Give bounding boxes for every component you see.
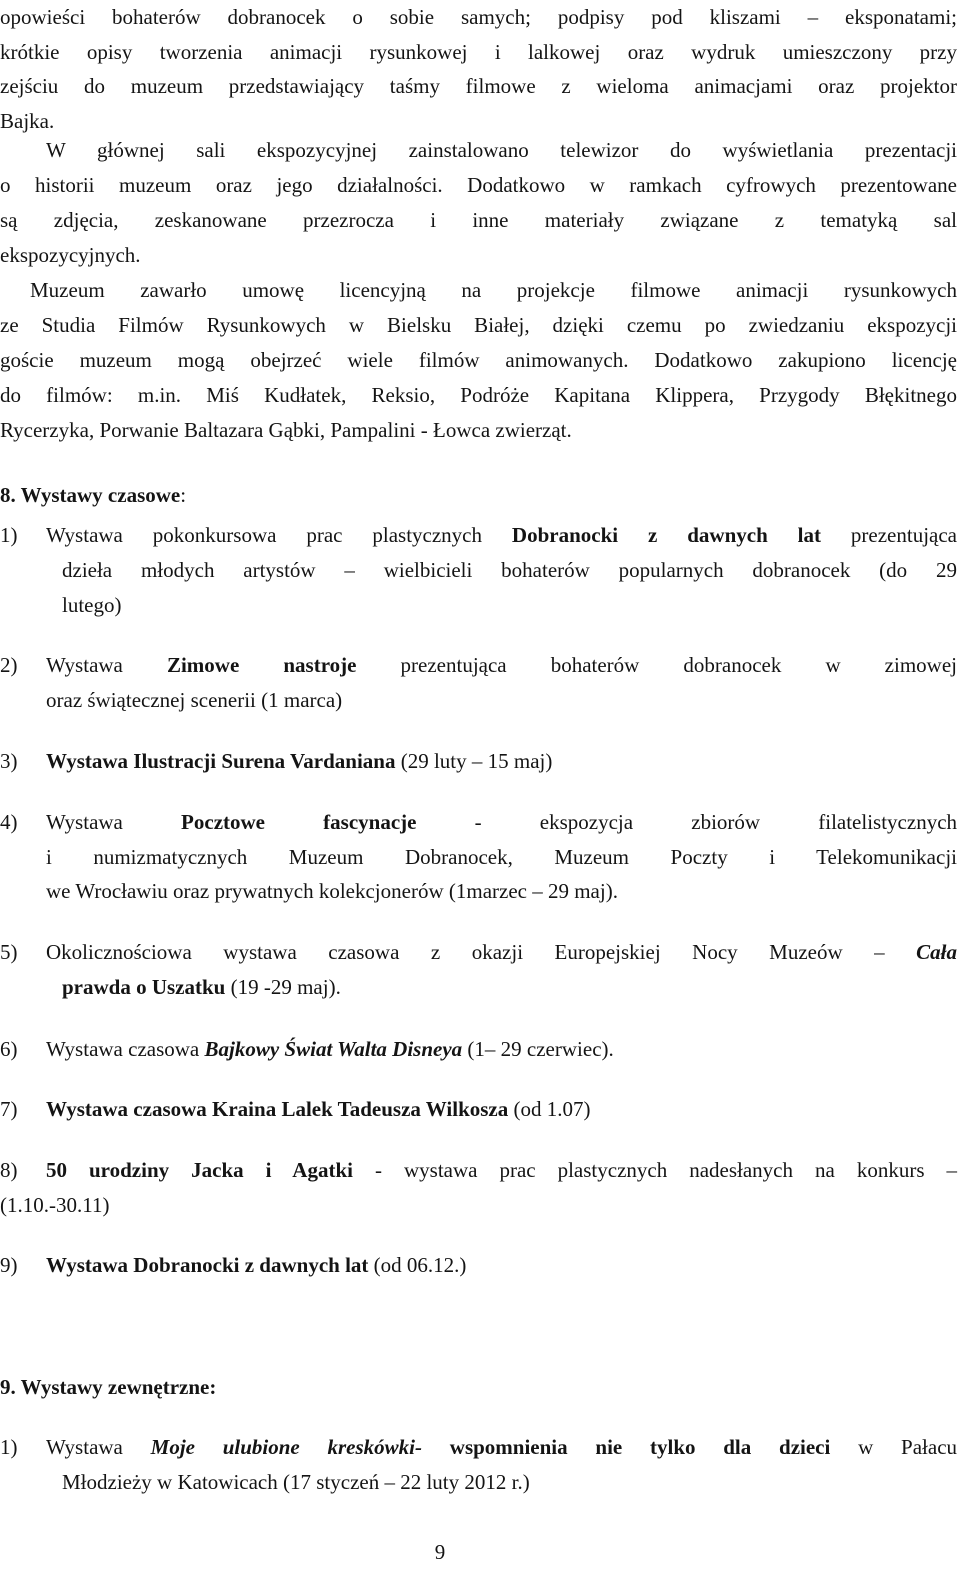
intro-line-4: Bajka. <box>0 109 55 133</box>
s8-item-9-label: 9) <box>0 1253 18 1277</box>
s8-item-6-text-a: Wystawa czasowa <box>46 1037 200 1061</box>
s8-item-2-text-c: prezentująca bohaterów dobranocek w zimowej <box>400 653 957 677</box>
section-8-number: 8. <box>0 483 16 507</box>
intro-line-12: do filmów: m.in. Miś Kudłatek, Reksio, Podróże Kapitana Klippera, Przygody Błękitnego <box>0 383 957 407</box>
intro-line-7: są zdjęcia, zeskanowane przezrocza i inne materiały związane z tematyką sal <box>0 208 957 232</box>
s9-item-1-line-2: Młodzieży w Katowicach (17 styczeń – 22 luty 2012 r.) <box>62 1470 530 1494</box>
s8-item-2-title: Zimowe nastroje <box>166 653 357 677</box>
s8-item-5-text-a: Okolicznościowa wystawa czasowa z okazji Europejskiej Nocy Muzeów – <box>46 940 885 964</box>
s8-item-4-text-a: Wystawa <box>46 810 123 834</box>
s8-item-1-text-c: prezentująca <box>850 523 957 547</box>
s8-item-2-label: 2) <box>0 653 18 677</box>
s9-item-1-title: Moje ulubione kreskówki- <box>150 1435 423 1459</box>
s8-item-5-line-1 <box>0 935 957 970</box>
s8-item-1-line-3: lutego) <box>62 593 122 617</box>
page-number: 9 <box>434 1540 446 1564</box>
s8-item-8-label: 8) <box>0 1158 18 1182</box>
intro-line-9: Muzeum zawarło umowę licencyjną na projekcje filmowe animacji rysunkowych <box>30 278 957 302</box>
s8-item-7-text-c: (od 1.07) <box>513 1097 591 1121</box>
section-8-colon: : <box>180 483 187 507</box>
intro-line-10: ze Studia Filmów Rysunkowych w Bielsku Białej, dzięki czemu po zwiedzaniu ekspozycji <box>0 313 957 337</box>
intro-line-2: krótkie opisy tworzenia animacji rysunkowej i lalkowej oraz wydruk umieszczony przy <box>0 40 957 64</box>
s8-item-5-title-part-2: prawda o Uszatku <box>62 975 226 999</box>
s8-item-4-title: Pocztowe fascynacje <box>181 810 417 834</box>
s8-item-1-label: 1) <box>0 523 18 547</box>
s8-item-3-line-1 <box>0 744 957 779</box>
s8-item-1-line-1 <box>0 518 957 553</box>
s8-item-9-title: Wystawa Dobranocki z dawnych lat <box>46 1253 369 1277</box>
s8-item-4-line-1 <box>0 805 957 840</box>
s8-item-3-label: 3) <box>0 749 18 773</box>
s9-item-1-label: 1) <box>0 1435 18 1459</box>
s8-item-5-label: 5) <box>0 940 18 964</box>
section-9-heading: 9. Wystawy zewnętrzne: <box>0 1375 217 1399</box>
intro-line-6 <box>0 168 957 203</box>
s8-item-8-line-1 <box>0 1153 957 1188</box>
section-8-title: Wystawy czasowe <box>20 483 181 507</box>
s9-item-1-subtitle: wspomnienia nie tylko dla dzieci <box>449 1435 831 1459</box>
intro-line-11: goście muzeum mogą obejrzeć wiele filmów animowanych. Dodatkowo zakupiono licencję <box>0 348 957 372</box>
s8-item-4-line-2: i numizmatycznych Muzeum Dobranocek, Muzeum Poczty i Telekomunikacji <box>46 845 957 869</box>
s8-item-6-title: Bajkowy Świat Walta Disneya <box>204 1037 463 1061</box>
intro-line-8: ekspozycyjnych. <box>0 243 141 267</box>
s8-item-8-text-c: - wystawa prac plastycznych nadesłanych na konkurs – <box>374 1158 957 1182</box>
s8-item-5-line-2 <box>0 970 960 1005</box>
s8-item-7-line-1 <box>0 1092 957 1127</box>
s8-item-2-text-a: Wystawa <box>46 653 123 677</box>
s8-item-2-line-1 <box>0 648 957 683</box>
s9-item-1-text-a: Wystawa <box>46 1435 123 1459</box>
s8-item-7-label: 7) <box>0 1097 18 1121</box>
intro-line-13: Rycerzyka, Porwanie Baltazara Gąbki, Pampalini - Łowca zwierząt. <box>0 418 572 442</box>
intro-line-3: zejściu do muzeum przedstawiający taśmy filmowe z wieloma animacjami oraz projektor <box>0 74 957 98</box>
s8-item-6-line-1 <box>0 1032 957 1067</box>
s8-item-4-line-3: we Wrocławiu oraz prywatnych kolekcjonerów (1marzec – 29 maj). <box>46 879 618 903</box>
s8-item-4-label: 4) <box>0 810 18 834</box>
s8-item-1-text-a: Wystawa pokonkursowa prac plastycznych <box>46 523 483 547</box>
s8-item-3-title: Wystawa Ilustracji Surena Vardaniana <box>46 749 396 773</box>
s8-item-8-line-2: (1.10.-30.11) <box>0 1193 110 1217</box>
intro-line-1: opowieści bohaterów dobranocek o sobie samych; podpisy pod kliszami – eksponatami; <box>0 5 957 29</box>
s8-item-2-line-2: oraz świątecznej scenerii (1 marca) <box>46 688 343 712</box>
intro-line-6b: Dodatkowo w ramkach cyfrowych prezentowane <box>467 173 957 197</box>
intro-line-5: W głównej sali ekspozycyjnej zainstalowano telewizor do wyświetlania prezentacji <box>46 138 957 162</box>
section-8-heading <box>0 478 186 513</box>
s8-item-3-text-c: (29 luty – 15 maj) <box>400 749 553 773</box>
s9-item-1-text-c: w Pałacu <box>858 1435 958 1459</box>
s8-item-4-text-c: - ekspozycja zbiorów filatelistycznych <box>474 810 958 834</box>
s8-item-5-title-part-1: Cała <box>916 940 957 964</box>
s8-item-6-label: 6) <box>0 1037 18 1061</box>
s8-item-5-dates: (19 -29 maj). <box>230 975 341 999</box>
s8-item-8-title: 50 urodziny Jacka i Agatki <box>46 1158 353 1182</box>
s8-item-6-text-c: (1– 29 czerwiec). <box>467 1037 614 1061</box>
s8-item-1-title: Dobranocki z dawnych lat <box>511 523 821 547</box>
s8-item-1-line-2: dzieła młodych artystów – wielbicieli bohaterów popularnych dobranocek (do 29 <box>62 558 957 582</box>
s9-item-1-line-1 <box>0 1430 957 1465</box>
s8-item-7-title: Wystawa czasowa Kraina Lalek Tadeusza Wilkosza <box>46 1097 509 1121</box>
s8-item-9-text-c: (od 06.12.) <box>373 1253 467 1277</box>
s8-item-9-line-1 <box>0 1248 957 1283</box>
intro-line-6a: o historii muzeum oraz jego działalności. <box>0 173 443 197</box>
